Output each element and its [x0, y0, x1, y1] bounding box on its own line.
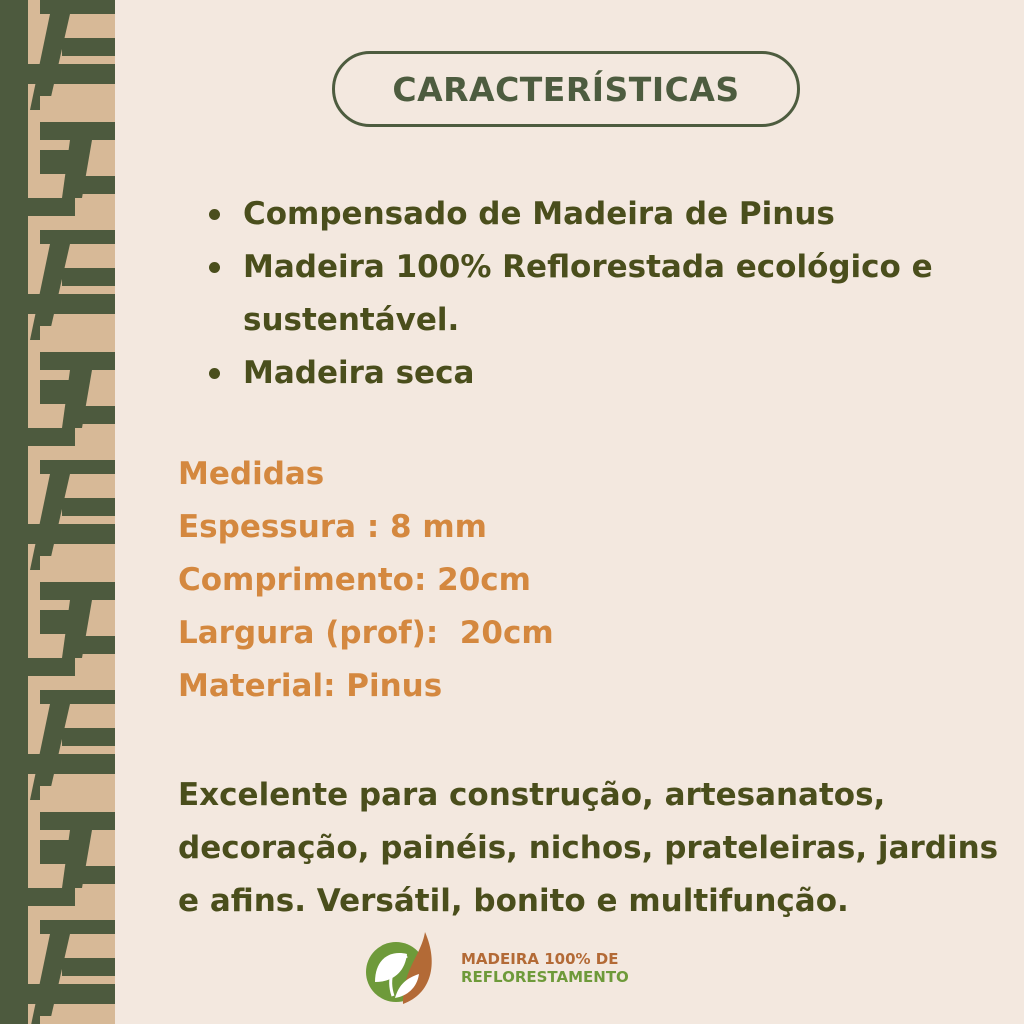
decorative-pattern-strip — [0, 0, 115, 1024]
width-value: Largura (prof): 20cm — [178, 615, 554, 651]
thickness-value: Espessura : 8 mm — [178, 509, 487, 545]
logo-text — [461, 950, 629, 986]
logo-line-1: MADEIRA 100% DE — [461, 950, 619, 968]
leaf-icon — [363, 928, 439, 1008]
measures-block — [178, 448, 998, 713]
list-item: Compensado de Madeira de Pinus — [205, 188, 995, 241]
length-value: Comprimento: 20cm — [178, 562, 531, 598]
reforestation-logo — [363, 926, 629, 1010]
list-item: Madeira seca — [205, 347, 995, 400]
measures-heading: Medidas — [178, 456, 325, 492]
features-list — [205, 188, 995, 400]
material-value: Material: Pinus — [178, 668, 443, 704]
section-title: CARACTERÍSTICAS — [332, 51, 800, 127]
logo-line-2: REFLORESTAMENTO — [461, 968, 629, 986]
list-item: Madeira 100% Reflorestada ecológico e sustentável. — [205, 241, 995, 347]
pattern-graphic — [0, 0, 115, 1024]
product-description: Excelente para construção, artesanatos, decoração, painéis, nichos, prateleiras, jardins e afins. Versátil, bonito e multifunção. — [178, 777, 999, 919]
